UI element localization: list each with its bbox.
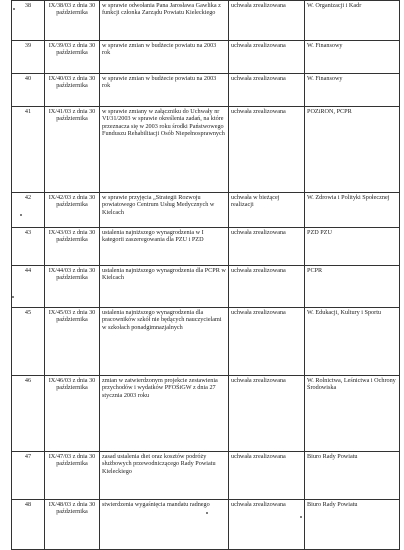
table-row [12,376,400,452]
row-number: 42 [12,193,45,228]
resolution-subject: zmian w zatwierdzonym projekcie zestawienia przychodów i wydatków PFOŚiGW z dnia 27 stycznia 2003 roku [100,376,229,452]
table-row [12,228,400,266]
resolution-id: IX/43/03 z dnia 30 października [45,228,100,266]
responsible-unit: W. Organizacji i Kadr [305,1,400,41]
responsible-unit: W. Finansowy [305,41,400,74]
responsible-unit: W. Edukacji, Kultury i Sportu [305,308,400,376]
row-number: 46 [12,376,45,452]
resolution-subject: w sprawie przyjęcia „Strategii Rozwoju powiatowego Centrum Usług Medycznych w Kielcach [100,193,229,228]
table-row [12,107,400,193]
resolution-subject: ustalenia najniższego wynagrodzenia dla PCPR w Kielcach [100,266,229,308]
resolutions-table [11,0,400,550]
table-row [12,500,400,550]
resolution-id: IX/48/03 z dnia 30 października [45,500,100,550]
resolution-id: IX/38/03 z dnia 30 października [45,1,100,41]
resolution-subject: ustalenia najniższego wynagrodzenia dla pracowników szkół nie będących nauczycielami w szkołach ponadgimnazjalnych [100,308,229,376]
implementation-status: uchwała zrealizowana [229,74,305,107]
implementation-status: uchwała zrealizowana [229,266,305,308]
table-row [12,74,400,107]
table-row [12,266,400,308]
resolutions-table-body [12,1,400,550]
row-number: 43 [12,228,45,266]
resolution-id: IX/44/03 z dnia 30 października [45,266,100,308]
implementation-status: uchwała zrealizowana [229,376,305,452]
resolution-id: IX/42/03 z dnia 30 października [45,193,100,228]
row-number: 47 [12,452,45,500]
table-row [12,308,400,376]
implementation-status: uchwała zrealizowana [229,1,305,41]
responsible-unit: POZiRON, PCPR [305,107,400,193]
row-number: 40 [12,74,45,107]
responsible-unit: Biuro Rady Powiatu [305,452,400,500]
resolution-subject: w sprawie zmian w budżecie powiatu na 2003 rok [100,74,229,107]
resolution-subject: zasad ustalenia diet oraz kosztów podróży służbowych przewodniczącego Rady Powiatu Kieleckiego [100,452,229,500]
responsible-unit: W. Finansowy [305,74,400,107]
resolution-subject: w sprawie odwołania Pana Jarosława Gawlika z funkcji członka Zarządu Powiatu Kieleckiego [100,1,229,41]
resolution-id: IX/40/03 z dnia 30 października [45,74,100,107]
row-number: 38 [12,1,45,41]
implementation-status: uchwała w bieżącej realizacji [229,193,305,228]
resolution-subject: w sprawie zmian w budżecie powiatu na 2003 rok [100,41,229,74]
resolution-subject: ustalenia najniższego wynagrodzenia w I kategorii zaszeregowania dla PZU i PZD [100,228,229,266]
responsible-unit: W. Zdrowia i Polityki Społecznej [305,193,400,228]
resolution-subject: w sprawie zmiany w załączniku do Uchwały nr VI/31/2003 w sprawie określenia zadań, na które przeznacza się w 2003 roku środki Państwowego Funduszu Rehabilitacji Osób Niepełnosprawnych [100,107,229,193]
responsible-unit: PZD PZU [305,228,400,266]
responsible-unit: PCPR [305,266,400,308]
row-number: 41 [12,107,45,193]
resolution-id: IX/47/03 z dnia 30 października [45,452,100,500]
implementation-status: uchwała zrealizowana [229,452,305,500]
implementation-status: uchwała zrealizowana [229,500,305,550]
row-number: 44 [12,266,45,308]
resolution-id: IX/39/03 z dnia 30 października [45,41,100,74]
implementation-status: uchwała zrealizowana [229,107,305,193]
responsible-unit: W. Rolnictwa, Leśnictwa i Ochrony Środowiska [305,376,400,452]
implementation-status: uchwała zrealizowana [229,41,305,74]
responsible-unit: Biuro Rady Powiatu [305,500,400,550]
row-number: 45 [12,308,45,376]
table-row [12,193,400,228]
table-row [12,452,400,500]
row-number: 48 [12,500,45,550]
implementation-status: uchwała zrealizowana [229,308,305,376]
resolution-id: IX/41/03 z dnia 30 października [45,107,100,193]
row-number: 39 [12,41,45,74]
table-row [12,1,400,41]
resolution-subject: stwierdzenia wygaśnięcia mandatu radnego [100,500,229,550]
implementation-status: uchwała zrealizowana [229,228,305,266]
resolution-id: IX/46/03 z dnia 30 października [45,376,100,452]
table-row [12,41,400,74]
resolution-id: IX/45/03 z dnia 30 października [45,308,100,376]
